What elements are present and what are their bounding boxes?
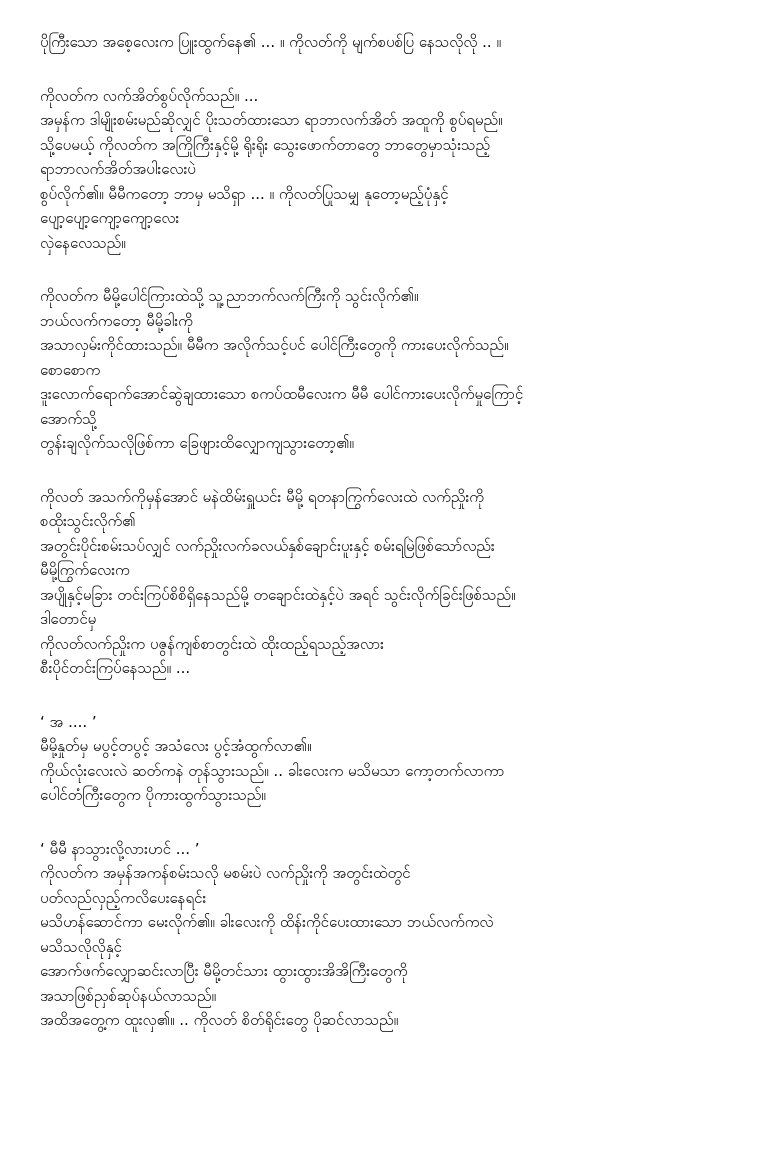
text-line: စောစောက [40,360,101,379]
text-line: ဒူးလောက်ရောက်အောင်ဆွဲချထားသော စကပ်ထမီလေးက မီမီ ပေါင်ကားပေးလိုက်မှုကြောင့် [40,385,524,403]
paragraph-6 [40,837,744,1033]
text-line: ‘ မီမီ နာသွားလို့လားဟင် ... ’ [40,839,200,858]
text-line: မသိသလိုလိုနှင့် [40,937,122,956]
text-line: အသာဖြစ်ညှစ်ဆုပ်နယ်လာသည်။ [40,986,217,1005]
paragraph-2 [40,84,744,256]
paragraph-1 [40,30,744,55]
text-line: မီမို့နှုတ်မှ မပွင့်တပွင့် အသံလေး ပွင့်အံထွက်လာ၏။ [40,737,312,755]
text-line: ပေါင်တံကြီးတွေက ပိုကားထွက်သွားသည်။ [40,786,266,804]
text-line: ကိုလတ်က အမှန်အကန်စမ်းသလို မစမ်းပဲ လက်ညှိုးကို အတွင်းထဲတွင် [40,864,411,882]
text-line: အမှန်က ဒါမျိုးစမ်းမည်ဆိုလျှင် ပိုးသတ်ထားသော ရာဘာလက်အိတ် အထူကို စွပ်ရမည်။ [40,111,503,129]
text-line: အထိအတွေ့က ထူးလှ၏။ .. ကိုလတ် စိတ်ရိုင်းတွေ ပိုဆင်လာသည်။ [40,1011,399,1029]
text-line: ဒါတောင်မှ [40,610,97,628]
text-line: သို့ပေမယ့် ကိုလတ်က အကြိုကြီးနှင့်မို့ ရိုးရိုး သွေးဖောက်တာတွေ ဘာတွေမှာသုံးသည့် [40,135,491,154]
paragraph-5 [40,710,744,808]
text-line: ဘယ်လက်ကတော့ မီမို့ခါးကို [40,311,193,330]
text-line: အပျိုနှင့်မခြား တင်းကြပ်စိစိရှိနေသည်မို့ တချောင်းထဲနှင့်ပဲ အရင် သွင်းလိုက်ခြင်းဖြစ်သည်။ [40,585,516,604]
text-line: ပိုကြီးသော အစေ့လေးက ပြူးထွက်နေ၏ ... ။ ကိုလတ်ကို မျက်စပစ်ပြ နေသလိုလို .. ။ [40,33,502,51]
text-line: တွန်းချလိုက်သလိုဖြစ်ကာ ခြေဖျားထိလျှောကျသွားတော့၏။ [40,434,354,452]
text-line: ကိုယ်လုံးလေးလဲ ဆတ်ကနဲ တုန်သွားသည်။ .. ခါးလေးက မသိမသာ ကော့တက်လာကာ [40,761,505,780]
text-line: ကိုလတ်လက်ညှိုးက ပဇွန်ကျစ်စာတွင်းထဲ ထိုးထည့်ရသည့်အလား [40,634,384,653]
text-line: အောက်သို့ [40,409,97,428]
text-line: စီးပိုင်တင်းကြပ်နေသည်။ ... [40,659,191,677]
text-line: လှဲနေလေသည်။ [40,233,126,252]
text-line: ပတ်လည်လှည့်ကလိပေးနေရင်း [40,888,207,907]
text-line: အောက်ဖက်လျှောဆင်းလာပြီး မီမို့တင်သား ထွားထွားအိအိကြီးတွေကို [40,962,408,980]
text-line: အတွင်းပိုင်းစမ်းသပ်လျှင် လက်ညှိုးလက်ခလယ်နှစ်ချောင်းပူးနှင့် စမ်းရမြဲဖြစ်သော်လည်း [40,536,495,555]
text-line: ကိုလတ်က မီမို့ပေါင်ကြားထဲသို့ သူ့ညာဘက်လက်ကြီးကို သွင်းလိုက်၏။ [40,287,419,305]
text-line: ရာဘာလက်အိတ်အပါးလေးပဲ [40,160,196,178]
text-line: ကိုလတ် အသက်ကိုမှန်အောင် မနဲထိမ်းရှူယင်း မီမို့ ရတနာကြွက်လေးထဲ လက်ညှိုးကို [40,487,484,506]
paragraph-3 [40,284,744,456]
text-line: ပျော့ပျော့ကျော့ကျော့လေး [40,209,180,227]
text-line: အသာလှမ်းကိုင်ထားသည်။ မီမီက အလိုက်သင့်ပင် ပေါင်ကြီးတွေကို ကားပေးလိုက်သည်။ [40,336,509,354]
text-line: ကိုလတ်က လက်အိတ်စွပ်လိုက်သည်။ ... [40,86,259,105]
text-line: စွပ်လိုက်၏။ မီမီကတော့ ဘာမှ မသိရှာ ... ။ ကိုလတ်ပြုသမျှ နုတော့မည့်ပုံနှင့် [40,184,449,203]
text-line: မီမို့ကြွက်လေးက [40,561,130,579]
text-line: မသိဟန်ဆောင်ကာ မေးလိုက်၏။ ခါးလေးကို ထိန်းကိုင်ပေးထားသော ဘယ်လက်ကလဲ [40,913,494,931]
text-line: ‘ အ .... ’ [40,712,97,731]
paragraph-4 [40,485,744,681]
text-line: စထိုးသွင်းလိုက်၏ [40,512,136,530]
